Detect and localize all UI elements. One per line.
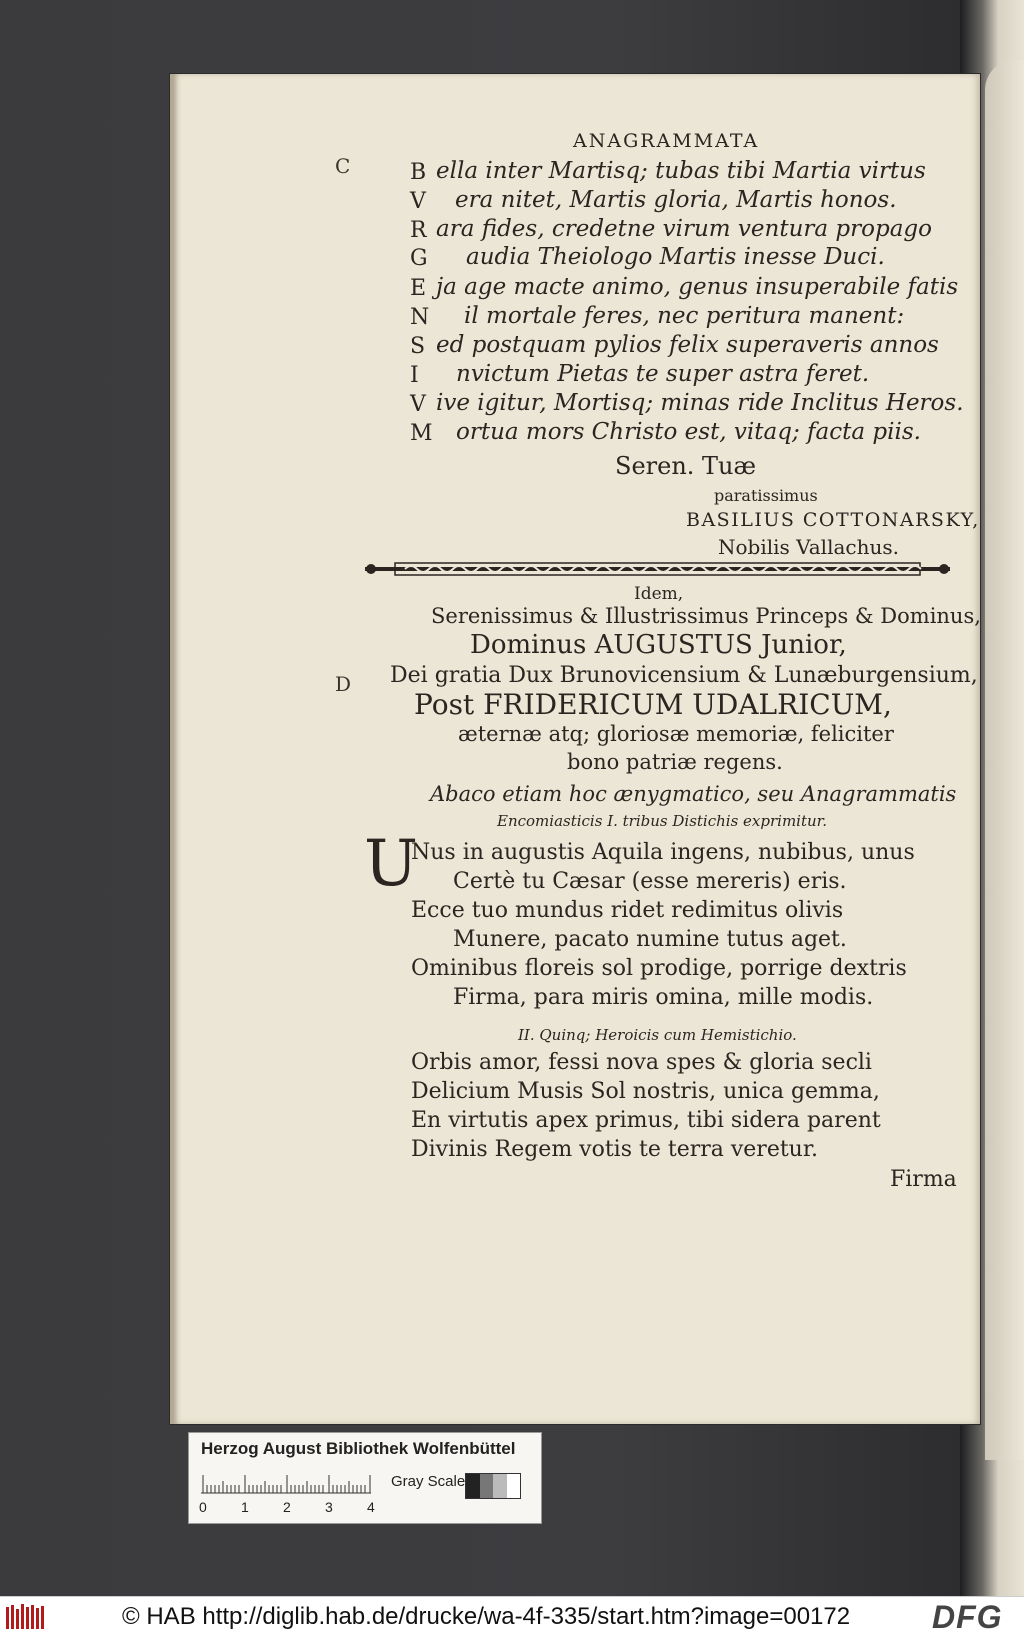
- acrostic-line: ed postquam pylios felix superaveris annos: [436, 332, 939, 358]
- verse-line: Certè tu Cæsar (esse mereris) eris.: [453, 869, 847, 894]
- signature-line-2: paratissimus: [714, 486, 818, 505]
- footer-bar: [0, 1596, 1024, 1636]
- verse-line: Nus in augustis Aquila ingens, nubibus, unus: [411, 840, 915, 865]
- acrostic-initial: B: [410, 160, 427, 185]
- ornamental-divider: [365, 562, 950, 576]
- acrostic-initial: I: [410, 363, 419, 388]
- library-badge: [188, 1432, 542, 1524]
- ruler-number: 0: [199, 1499, 207, 1515]
- footer-url-link[interactable]: © HAB http://diglib.hab.de/drucke/wa-4f-335/start.htm?image=00172: [122, 1603, 851, 1630]
- verse-line: Ominibus floreis sol prodige, porrige dextris: [411, 956, 907, 981]
- dedication-line: Dominus AUGUSTUS Junior,: [470, 630, 847, 660]
- acrostic-line: audia Theiologo Martis inesse Duci.: [466, 244, 885, 270]
- acrostic-initial: V: [410, 189, 426, 214]
- ruler-number: 1: [241, 1499, 249, 1515]
- verse-line: Munere, pacato numine tutus aget.: [453, 927, 847, 952]
- ruler-icon: [201, 1473, 371, 1495]
- verse-line: Firma, para miris omina, mille modis.: [453, 985, 874, 1010]
- ruler-number: 3: [325, 1499, 333, 1515]
- verse-line: En virtutis apex primus, tibi sidera parent: [411, 1108, 881, 1133]
- acrostic-initial: R: [410, 218, 427, 243]
- facing-page-edge: [985, 60, 1024, 1460]
- verse-line: Orbis amor, fessi nova spes & gloria secli: [411, 1050, 872, 1075]
- verse-line: Ecce tuo mundus ridet redimitus olivis: [411, 898, 844, 923]
- verse-line: Delicium Musis Sol nostris, unica gemma,: [411, 1079, 880, 1104]
- acrostic-line: ortua mors Christo est, vitaq; facta piis.: [456, 419, 921, 445]
- acrostic-initial: E: [410, 276, 427, 301]
- drop-cap: U: [364, 827, 418, 901]
- acrostic-line: nvictum Pietas te super astra feret.: [456, 361, 870, 387]
- dedication-line: æternæ atq; gloriosæ memoriæ, feliciter: [458, 722, 894, 746]
- dedication-line: Serenissimus & Illustrissimus Princeps & Dominus,: [431, 604, 981, 628]
- acrostic-initial: V: [410, 392, 426, 417]
- acrostic-initial: S: [410, 334, 426, 359]
- verse-line: Divinis Regem votis te terra veretur.: [411, 1137, 818, 1162]
- signature-line-1: Seren. Tuæ: [615, 452, 757, 480]
- acrostic-initial: G: [410, 246, 428, 271]
- page-header: ANAGRAMMATA: [573, 130, 760, 152]
- ruler-number: 2: [283, 1499, 291, 1515]
- dedication-line: Post FRIDERICUM UDALRICUM,: [414, 688, 892, 721]
- acrostic-line: ella inter Martisq; tubas tibi Martia virtus: [436, 158, 926, 184]
- subtitle-line: Encomiasticis I. tribus Distichis exprimitur.: [497, 812, 827, 830]
- hab-logo-icon: [4, 1601, 46, 1633]
- acrostic-line: ja age macte animo, genus insuperabile fatis: [436, 274, 959, 300]
- acrostic-initial: N: [410, 305, 430, 330]
- margin-letter-d: D: [335, 672, 352, 696]
- catchword: Firma: [890, 1167, 957, 1192]
- dfg-logo: DFG: [932, 1599, 1003, 1635]
- acrostic-line: il mortale feres, nec peritura manent:: [464, 303, 905, 329]
- acrostic-line: era nitet, Martis gloria, Martis honos.: [455, 187, 897, 213]
- margin-letter-c: C: [335, 154, 351, 178]
- signature-name: BASILIUS COTTONARSKY,: [686, 509, 980, 531]
- dedication-line: Dei gratia Dux Brunovicensium & Lunæburgensium,: [390, 663, 978, 688]
- gray-scale-swatch: [465, 1473, 521, 1499]
- ruler-number: 4: [367, 1499, 375, 1515]
- part2-heading: II. Quinq; Heroicis cum Hemistichio.: [518, 1026, 797, 1044]
- subtitle-line: Abaco etiam hoc ænygmatico, seu Anagrammatis: [430, 782, 957, 806]
- dedication-line: bono patriæ regens.: [567, 750, 783, 774]
- badge-title: Herzog August Bibliothek Wolfenbüttel: [201, 1439, 516, 1458]
- acrostic-line: ara fides, credetne virum ventura propago: [436, 216, 932, 242]
- signature-line-4: Nobilis Vallachus.: [718, 535, 899, 559]
- acrostic-initial: M: [410, 421, 433, 446]
- acrostic-line: ive igitur, Mortisq; minas ride Inclitus Heros.: [436, 390, 964, 416]
- gray-scale-label: Gray Scale: [391, 1473, 466, 1490]
- dedication-idem: Idem,: [634, 584, 684, 604]
